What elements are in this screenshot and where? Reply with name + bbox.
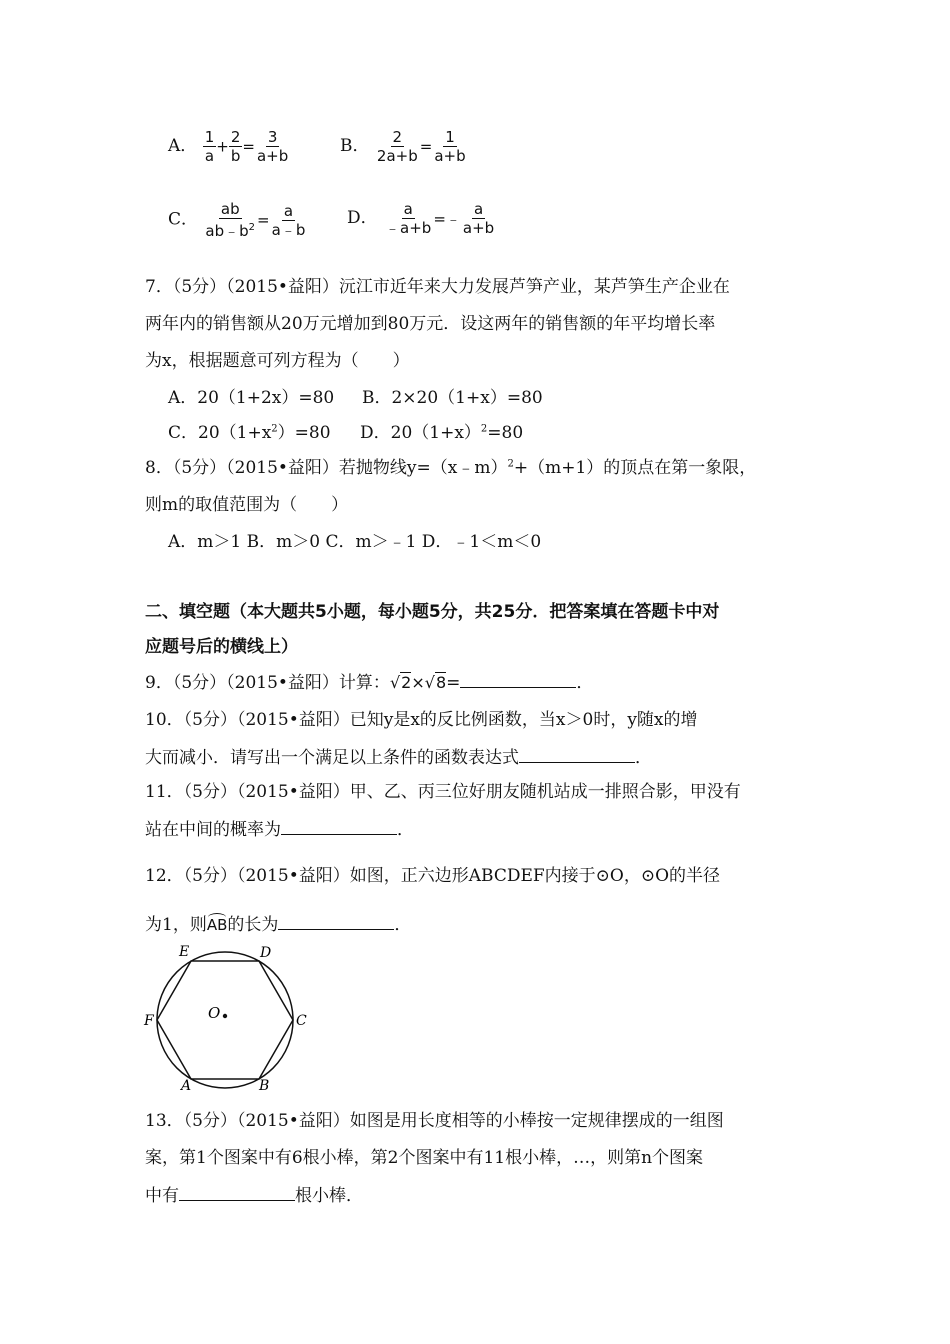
q13-line-3: 中有 根小棒． xyxy=(145,1181,363,1206)
answer-blank[interactable] xyxy=(179,1183,295,1201)
fraction: $\frac{1}{a+b}$ xyxy=(434,128,466,165)
q7-option-d: D．$20(1+x)^2=80$ xyxy=(360,423,524,443)
section-heading: 二、填空题（本大题共5小题，每小题5分，共25分．把答案填在答题卡中对 xyxy=(145,602,720,622)
q7-line-1: 7．（5分）（2015•益阳）沅江市近年来大力发展芦笋产业，某芦笋生产企业在 xyxy=(145,277,730,297)
label-f: F xyxy=(144,1013,154,1029)
q9-line: 9．（5分）（2015•益阳）计算：√2×√8= ． xyxy=(145,668,593,693)
q12-line-2: 为1，则AB的长为 ． xyxy=(145,910,411,935)
sqrt-expression: √8 xyxy=(424,673,447,692)
fraction: $\frac{a}{a﹣b}$ xyxy=(271,201,306,239)
q13-line-2: 案，第1个图案中有6根小棒，第2个图案中有11根小棒，…，则第n个图案 xyxy=(145,1148,704,1168)
q10-line-2: 大而减小．请写出一个满足以上条件的函数表达式 ． xyxy=(145,743,652,768)
hexagon-circle-figure xyxy=(140,938,320,1093)
q6-option-d: D． $\frac{a}{﹣a+b}$ =﹣ $\frac{a}{a+b}$ xyxy=(347,200,495,237)
q11-line-2: 站在中间的概率为 ． xyxy=(145,815,414,840)
answer-blank[interactable] xyxy=(281,817,397,835)
section-heading-2: 应题号后的横线上） xyxy=(145,637,298,657)
q11-line-1: 11．（5分）（2015•益阳）甲、乙、丙三位好朋友随机站成一排照合影，甲没有 xyxy=(145,782,741,802)
q8-options: A．m＞1 B．m＞0 C．m＞﹣1 D．﹣1＜m＜0 xyxy=(168,532,542,552)
answer-blank[interactable] xyxy=(519,745,635,763)
fraction: $\frac{3}{a+b}$ xyxy=(256,128,289,165)
answer-blank[interactable] xyxy=(278,912,394,930)
hexagon-abcdef xyxy=(157,961,293,1079)
fraction: $\frac{2}{b}$ xyxy=(230,128,241,165)
label-a: A xyxy=(181,1078,192,1093)
fraction: $\frac{ab}{ab﹣b^2}$ xyxy=(205,200,256,240)
answer-blank[interactable] xyxy=(460,670,576,688)
arc-ab: AB xyxy=(206,916,228,934)
q7-line-2: 两年内的销售额从20万元增加到80万元．设这两年的销售额的年平均增长率 xyxy=(145,314,716,334)
fraction: $\frac{a}{﹣a+b}$ xyxy=(385,200,432,237)
label-d: D xyxy=(260,945,272,961)
q7-line-3: 为x，根据题意可列方程为（ ） xyxy=(145,351,410,371)
q7-option-a: A．20（1+2x）=80 xyxy=(168,388,335,408)
fraction: $\frac{a}{a+b}$ xyxy=(462,200,495,237)
circle-o xyxy=(157,952,293,1088)
q6-option-c: C． $\frac{ab}{ab﹣b^2}$ = $\frac{a}{a﹣b}$ xyxy=(168,200,306,240)
q13-line-1: 13．（5分）（2015•益阳）如图是用长度相等的小棒按一定规律摆成的一组图 xyxy=(145,1111,724,1131)
q8-line-2: 则m的取值范围为（ ） xyxy=(145,495,349,515)
fraction: $\frac{2}{2a+b}$ xyxy=(376,128,418,165)
q10-line-1: 10．（5分）（2015•益阳）已知y是x的反比例函数，当x＞0时，y随x的增 xyxy=(145,710,698,730)
q6-option-a: A． $\frac{1}{a}$ + $\frac{2}{b}$ = $\frac{3}{a+b}$ xyxy=(168,128,289,165)
q7-option-b: B．2×20（1+x）=80 xyxy=(362,388,543,408)
q7-option-c: C．$20(1+x^2)=80$ xyxy=(168,423,331,443)
q6-option-b: B． $\frac{2}{2a+b}$ = $\frac{1}{a+b}$ xyxy=(340,128,466,165)
center-point xyxy=(223,1014,227,1018)
label-e: E xyxy=(179,944,190,960)
label-b: B xyxy=(259,1078,270,1093)
q12-line-1: 12．（5分）（2015•益阳）如图，正六边形ABCDEF内接于⊙O，⊙O的半径 xyxy=(145,866,721,886)
label-o: O xyxy=(208,1004,221,1022)
fraction: $\frac{1}{a}$ xyxy=(204,128,215,165)
label-c: C xyxy=(296,1013,307,1029)
sqrt-expression: √2 xyxy=(389,673,412,692)
q8-line-1: 8．（5分）（2015•益阳）若抛物线y=（x﹣m）$^2$+（m+1）的顶点在第一象限， xyxy=(145,458,757,478)
